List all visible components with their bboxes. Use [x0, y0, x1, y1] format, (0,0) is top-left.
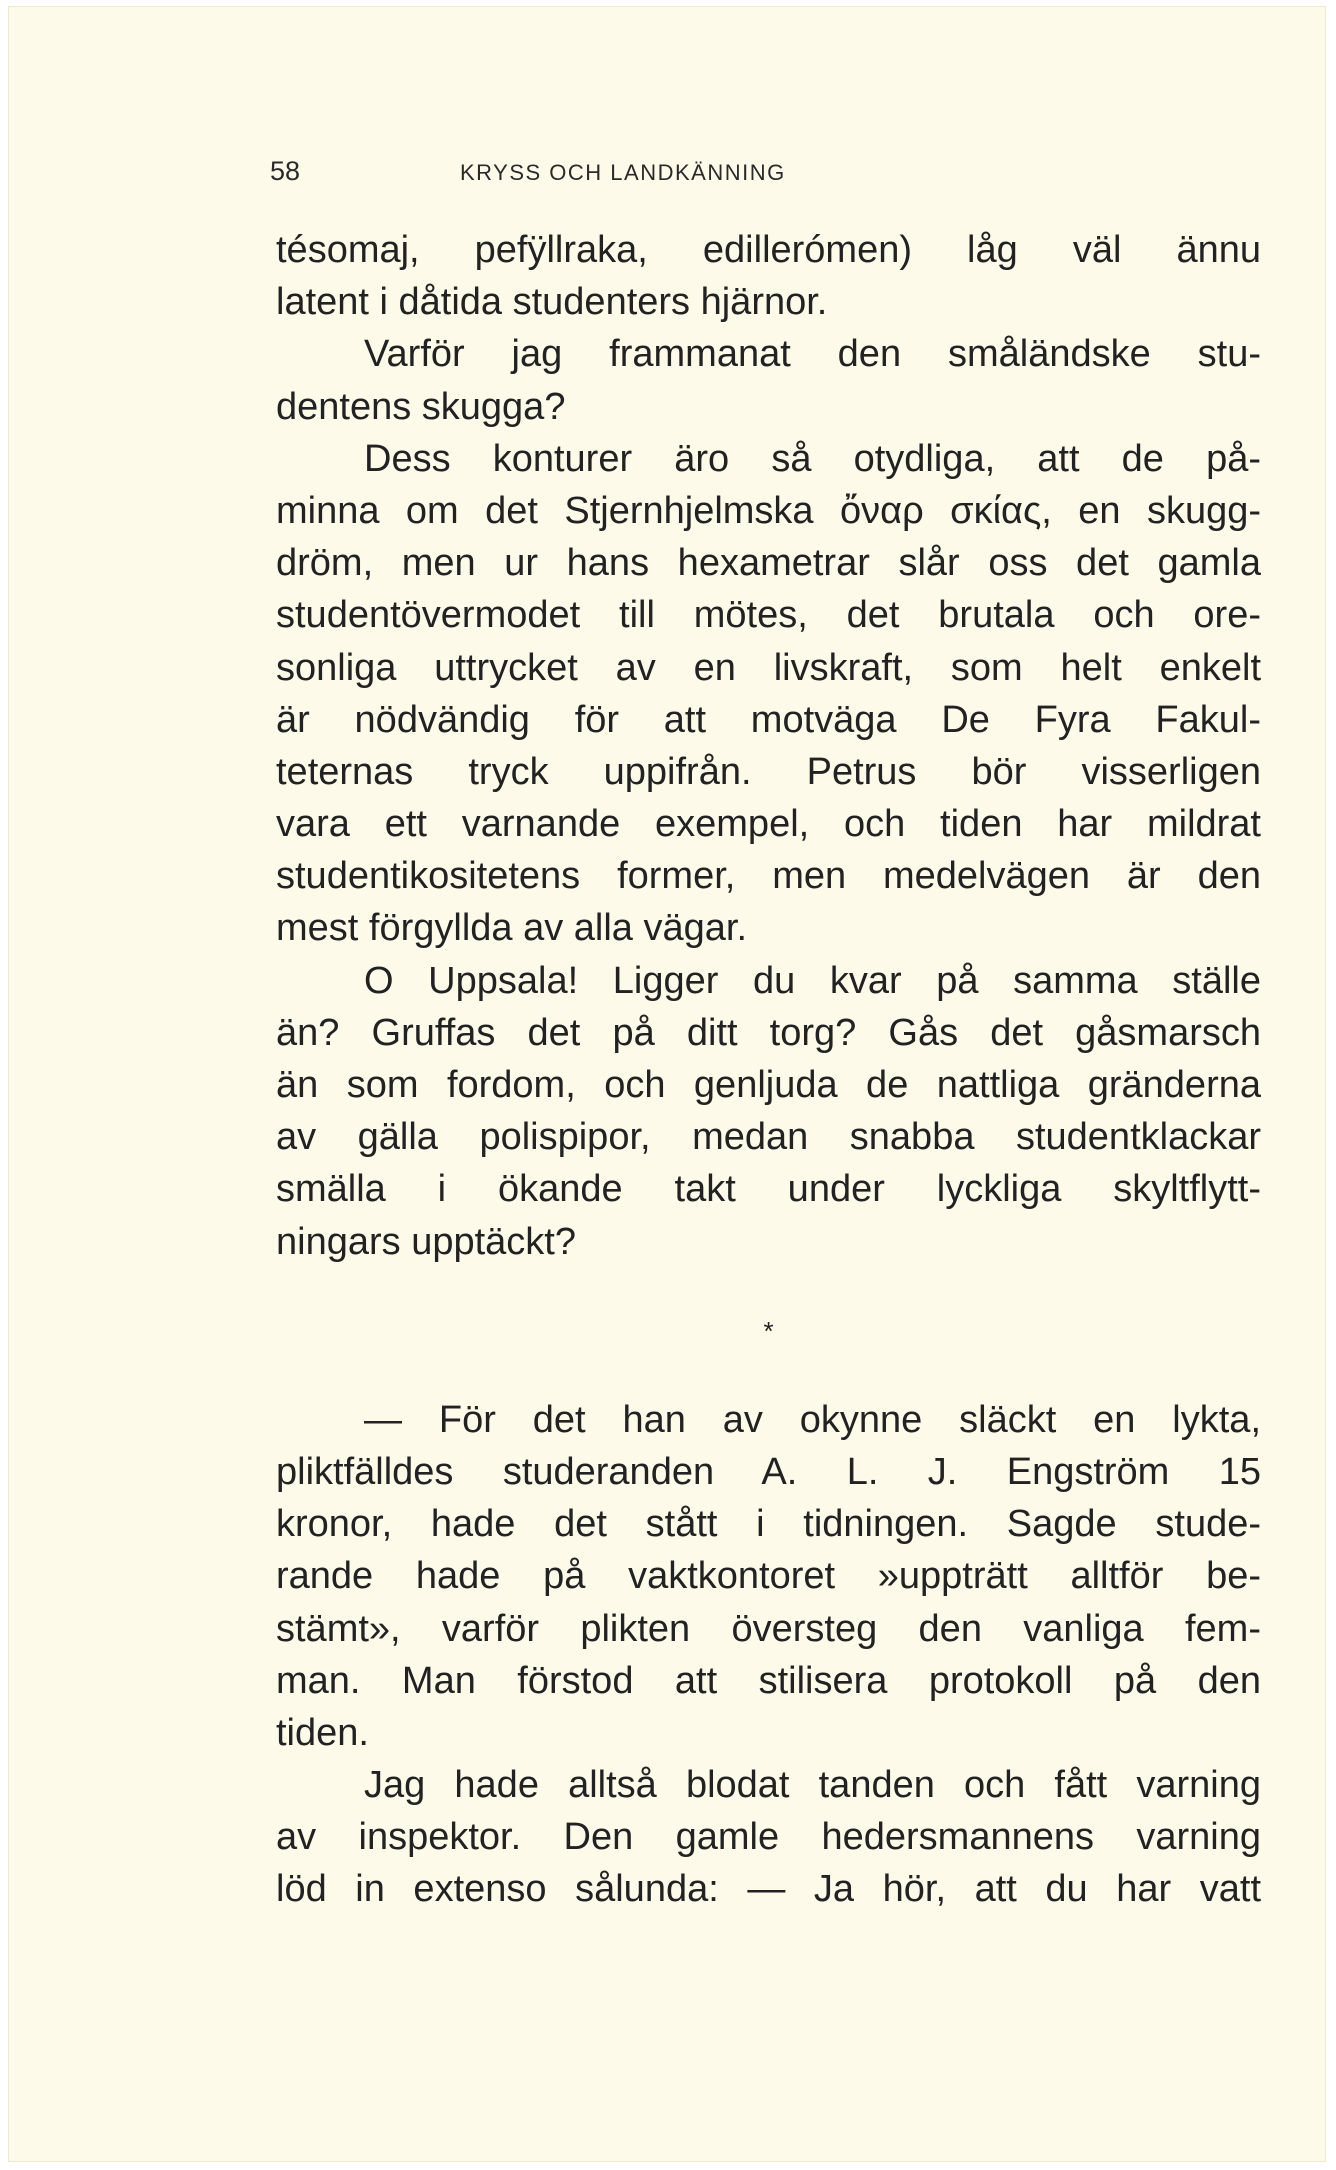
text-line: sonliga uttrycket av en livskraft, som helt enkelt — [276, 646, 1261, 689]
text-line: O Uppsala! Ligger du kvar på samma ställe — [364, 959, 1261, 1002]
text-line: Dess konturer äro så otydliga, att de på- — [364, 437, 1261, 480]
text-line: ningars upptäckt? — [276, 1220, 576, 1263]
text-line: dröm, men ur hans hexametrar slår oss det gamla — [276, 542, 1261, 585]
text-line: stämt», varför plikten översteg den vanliga fem- — [276, 1607, 1261, 1650]
text-line: man. Man förstod att stilisera protokoll på den — [276, 1659, 1261, 1702]
text-line: än som fordom, och genljuda de nattliga gränderna — [276, 1064, 1261, 1106]
text-line: vara ett varnande exempel, och tiden har mildrat — [276, 803, 1261, 846]
page-header — [270, 156, 990, 187]
body-text — [276, 224, 1261, 1916]
text-line: pliktfälldes studeranden A. L. J. Engström 15 — [276, 1450, 1261, 1493]
text-line: studentövermodet till mötes, det brutala och ore- — [276, 594, 1261, 637]
text-line: mest förgyllda av alla vägar. — [276, 907, 748, 950]
text-line: — För det han av okynne släckt en lykta, — [364, 1398, 1261, 1441]
text-line: rande hade på vaktkontoret »uppträtt alltför be- — [276, 1555, 1261, 1598]
text-line: tiden. — [276, 1711, 369, 1754]
page-number: 58 — [270, 156, 301, 186]
section-separator: * — [763, 1315, 774, 1346]
text-line: av inspektor. Den gamle hedersmannens varning — [276, 1816, 1261, 1859]
text-line: studentikositetens former, men medelvägen är den — [276, 855, 1261, 898]
text-line: av gälla polispipor, medan snabba studentklackar — [276, 1116, 1261, 1159]
running-title: KRYSS OCH LANDKÄNNING — [460, 160, 786, 185]
text-line: Varför jag frammanat den småländske stu- — [364, 333, 1261, 376]
text-line: löd in extenso sålunda: — Ja hör, att du har vatt — [276, 1868, 1261, 1911]
text-line: tésomaj, pefÿllraka, edillerómen) låg väl ännu — [276, 229, 1261, 271]
text-line: är nödvändig för att motväga De Fyra Fakul- — [276, 698, 1261, 741]
text-line: Jag hade alltså blodat tanden och fått varning — [364, 1764, 1261, 1807]
text-line: smälla i ökande takt under lyckliga skyltflytt- — [276, 1168, 1261, 1211]
text-line: kronor, hade det stått i tidningen. Sagde stude- — [276, 1503, 1261, 1546]
text-line: latent i dåtida studenters hjärnor. — [276, 281, 828, 324]
book-page — [8, 6, 1326, 2162]
text-line: än? Gruffas det på ditt torg? Gås det gåsmarsch — [276, 1011, 1261, 1054]
text-line: teternas tryck uppifrån. Petrus bör visserligen — [276, 750, 1261, 793]
text-line: dentens skugga? — [276, 385, 566, 428]
text-line: minna om det Stjernhjelmska ὄναρ σκίας, en skugg- — [276, 489, 1261, 532]
